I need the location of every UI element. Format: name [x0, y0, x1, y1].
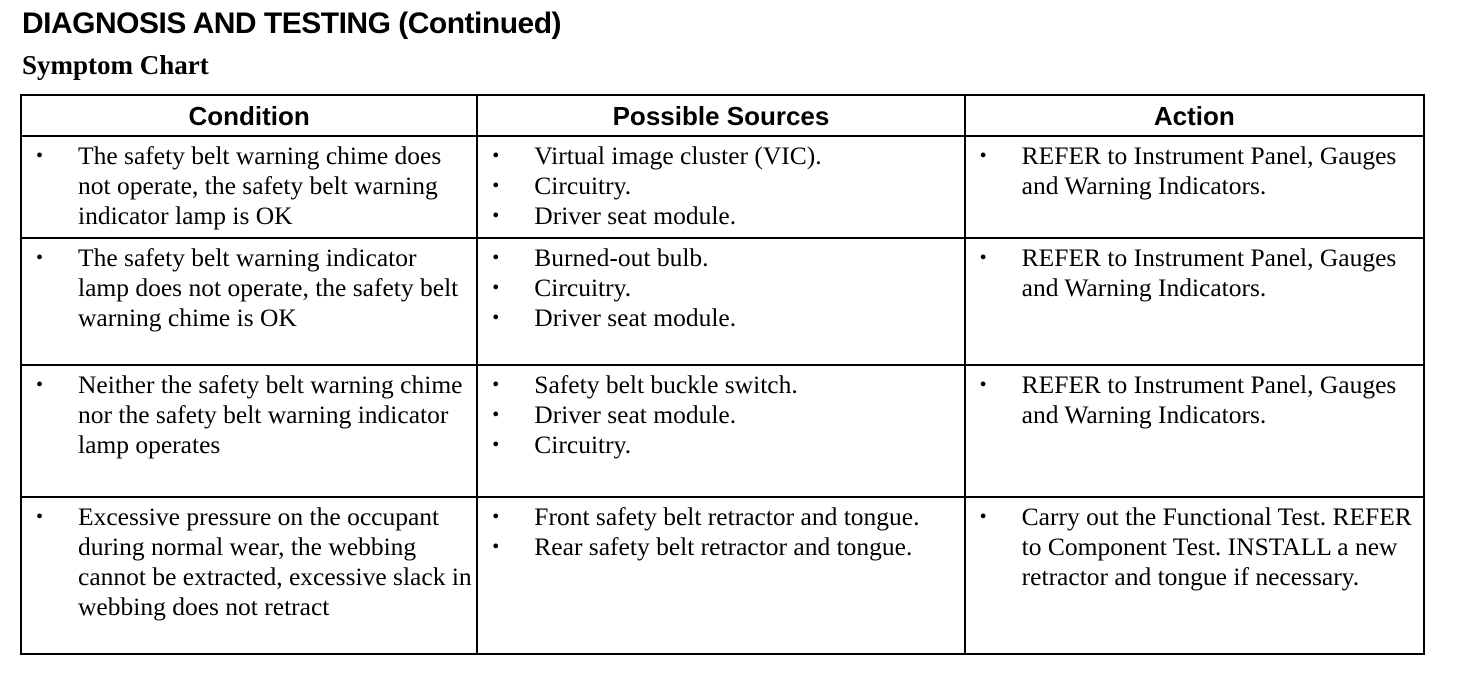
column-header-possible-sources: Possible Sources	[477, 95, 964, 136]
bullet-icon: •	[492, 175, 500, 197]
action-cell	[965, 365, 1424, 497]
source-text: Safety belt buckle switch.	[534, 370, 798, 399]
table-row	[21, 497, 1424, 654]
bullet-icon: •	[36, 374, 44, 396]
sources-cell	[477, 497, 964, 654]
list-item	[478, 243, 959, 273]
condition-text: Neither the safety belt warning chime nor the safety belt warning indicator lamp operates	[78, 370, 463, 459]
list-item	[966, 370, 1419, 430]
sources-cell	[477, 238, 964, 365]
list-item	[22, 141, 472, 231]
source-text: Burned-out bulb.	[534, 243, 709, 272]
list-item	[22, 243, 472, 333]
condition-text: The safety belt warning chime does not operate, the safety belt warning indicator lamp is OK	[78, 141, 442, 230]
source-text: Circuitry.	[534, 430, 632, 459]
section-subtitle: Symptom Chart	[22, 50, 209, 80]
bullet-icon: •	[492, 374, 500, 396]
source-text: Virtual image cluster (VIC).	[534, 141, 822, 170]
action-cell	[965, 497, 1424, 654]
bullet-icon: •	[492, 434, 500, 456]
list-item	[478, 430, 959, 460]
condition-text: The safety belt warning indicator lamp does not operate, the safety belt warning chime is OK	[78, 243, 459, 332]
table-row	[21, 365, 1424, 497]
table-header-row	[21, 95, 1424, 136]
bullet-icon: •	[979, 145, 987, 167]
action-cell	[965, 136, 1424, 238]
bullet-icon: •	[36, 247, 44, 269]
source-text: Front safety belt retractor and tongue.	[534, 502, 920, 531]
source-text: Driver seat module.	[534, 201, 737, 230]
action-text: REFER to Instrument Panel, Gauges and Warning Indicators.	[1021, 243, 1397, 302]
condition-cell	[21, 497, 477, 654]
list-item	[478, 502, 959, 532]
bullet-icon: •	[492, 277, 500, 299]
condition-cell	[21, 136, 477, 238]
list-item	[966, 141, 1419, 201]
symptom-chart-table	[20, 94, 1425, 655]
list-item	[478, 273, 959, 303]
bullet-icon: •	[492, 205, 500, 227]
list-item	[478, 141, 959, 171]
bullet-icon: •	[492, 506, 500, 528]
bullet-icon: •	[492, 536, 500, 558]
bullet-icon: •	[979, 374, 987, 396]
action-text: REFER to Instrument Panel, Gauges and Warning Indicators.	[1021, 370, 1397, 429]
list-item	[478, 201, 959, 231]
source-text: Rear safety belt retractor and tongue.	[534, 532, 913, 561]
condition-text: Excessive pressure on the occupant during normal wear, the webbing cannot be extracted, excessive slack in webbing does not retract	[78, 502, 472, 621]
column-header-condition: Condition	[21, 95, 477, 136]
list-item	[966, 502, 1419, 592]
list-item	[22, 370, 472, 460]
bullet-icon: •	[36, 506, 44, 528]
source-text: Circuitry.	[534, 171, 632, 200]
action-text: Carry out the Functional Test. REFER to Component Test. INSTALL a new retractor and tongue if necessary.	[1021, 502, 1412, 591]
column-header-action: Action	[965, 95, 1424, 136]
bullet-icon: •	[492, 145, 500, 167]
list-item	[478, 171, 959, 201]
source-text: Circuitry.	[534, 273, 632, 302]
condition-cell	[21, 365, 477, 497]
bullet-icon: •	[492, 404, 500, 426]
action-text: REFER to Instrument Panel, Gauges and Warning Indicators.	[1021, 141, 1397, 200]
bullet-icon: •	[492, 247, 500, 269]
list-item	[478, 303, 959, 333]
list-item	[478, 370, 959, 400]
list-item	[966, 243, 1419, 303]
table-row	[21, 136, 1424, 238]
source-text: Driver seat module.	[534, 303, 737, 332]
condition-cell	[21, 238, 477, 365]
sources-cell	[477, 365, 964, 497]
page-title: DIAGNOSIS AND TESTING (Continued)	[22, 7, 562, 40]
list-item	[478, 400, 959, 430]
list-item	[478, 532, 959, 562]
bullet-icon: •	[979, 506, 987, 528]
source-text: Driver seat module.	[534, 400, 737, 429]
sources-cell	[477, 136, 964, 238]
bullet-icon: •	[36, 145, 44, 167]
action-cell	[965, 238, 1424, 365]
list-item	[22, 502, 472, 622]
table-row	[21, 238, 1424, 365]
bullet-icon: •	[979, 247, 987, 269]
bullet-icon: •	[492, 307, 500, 329]
